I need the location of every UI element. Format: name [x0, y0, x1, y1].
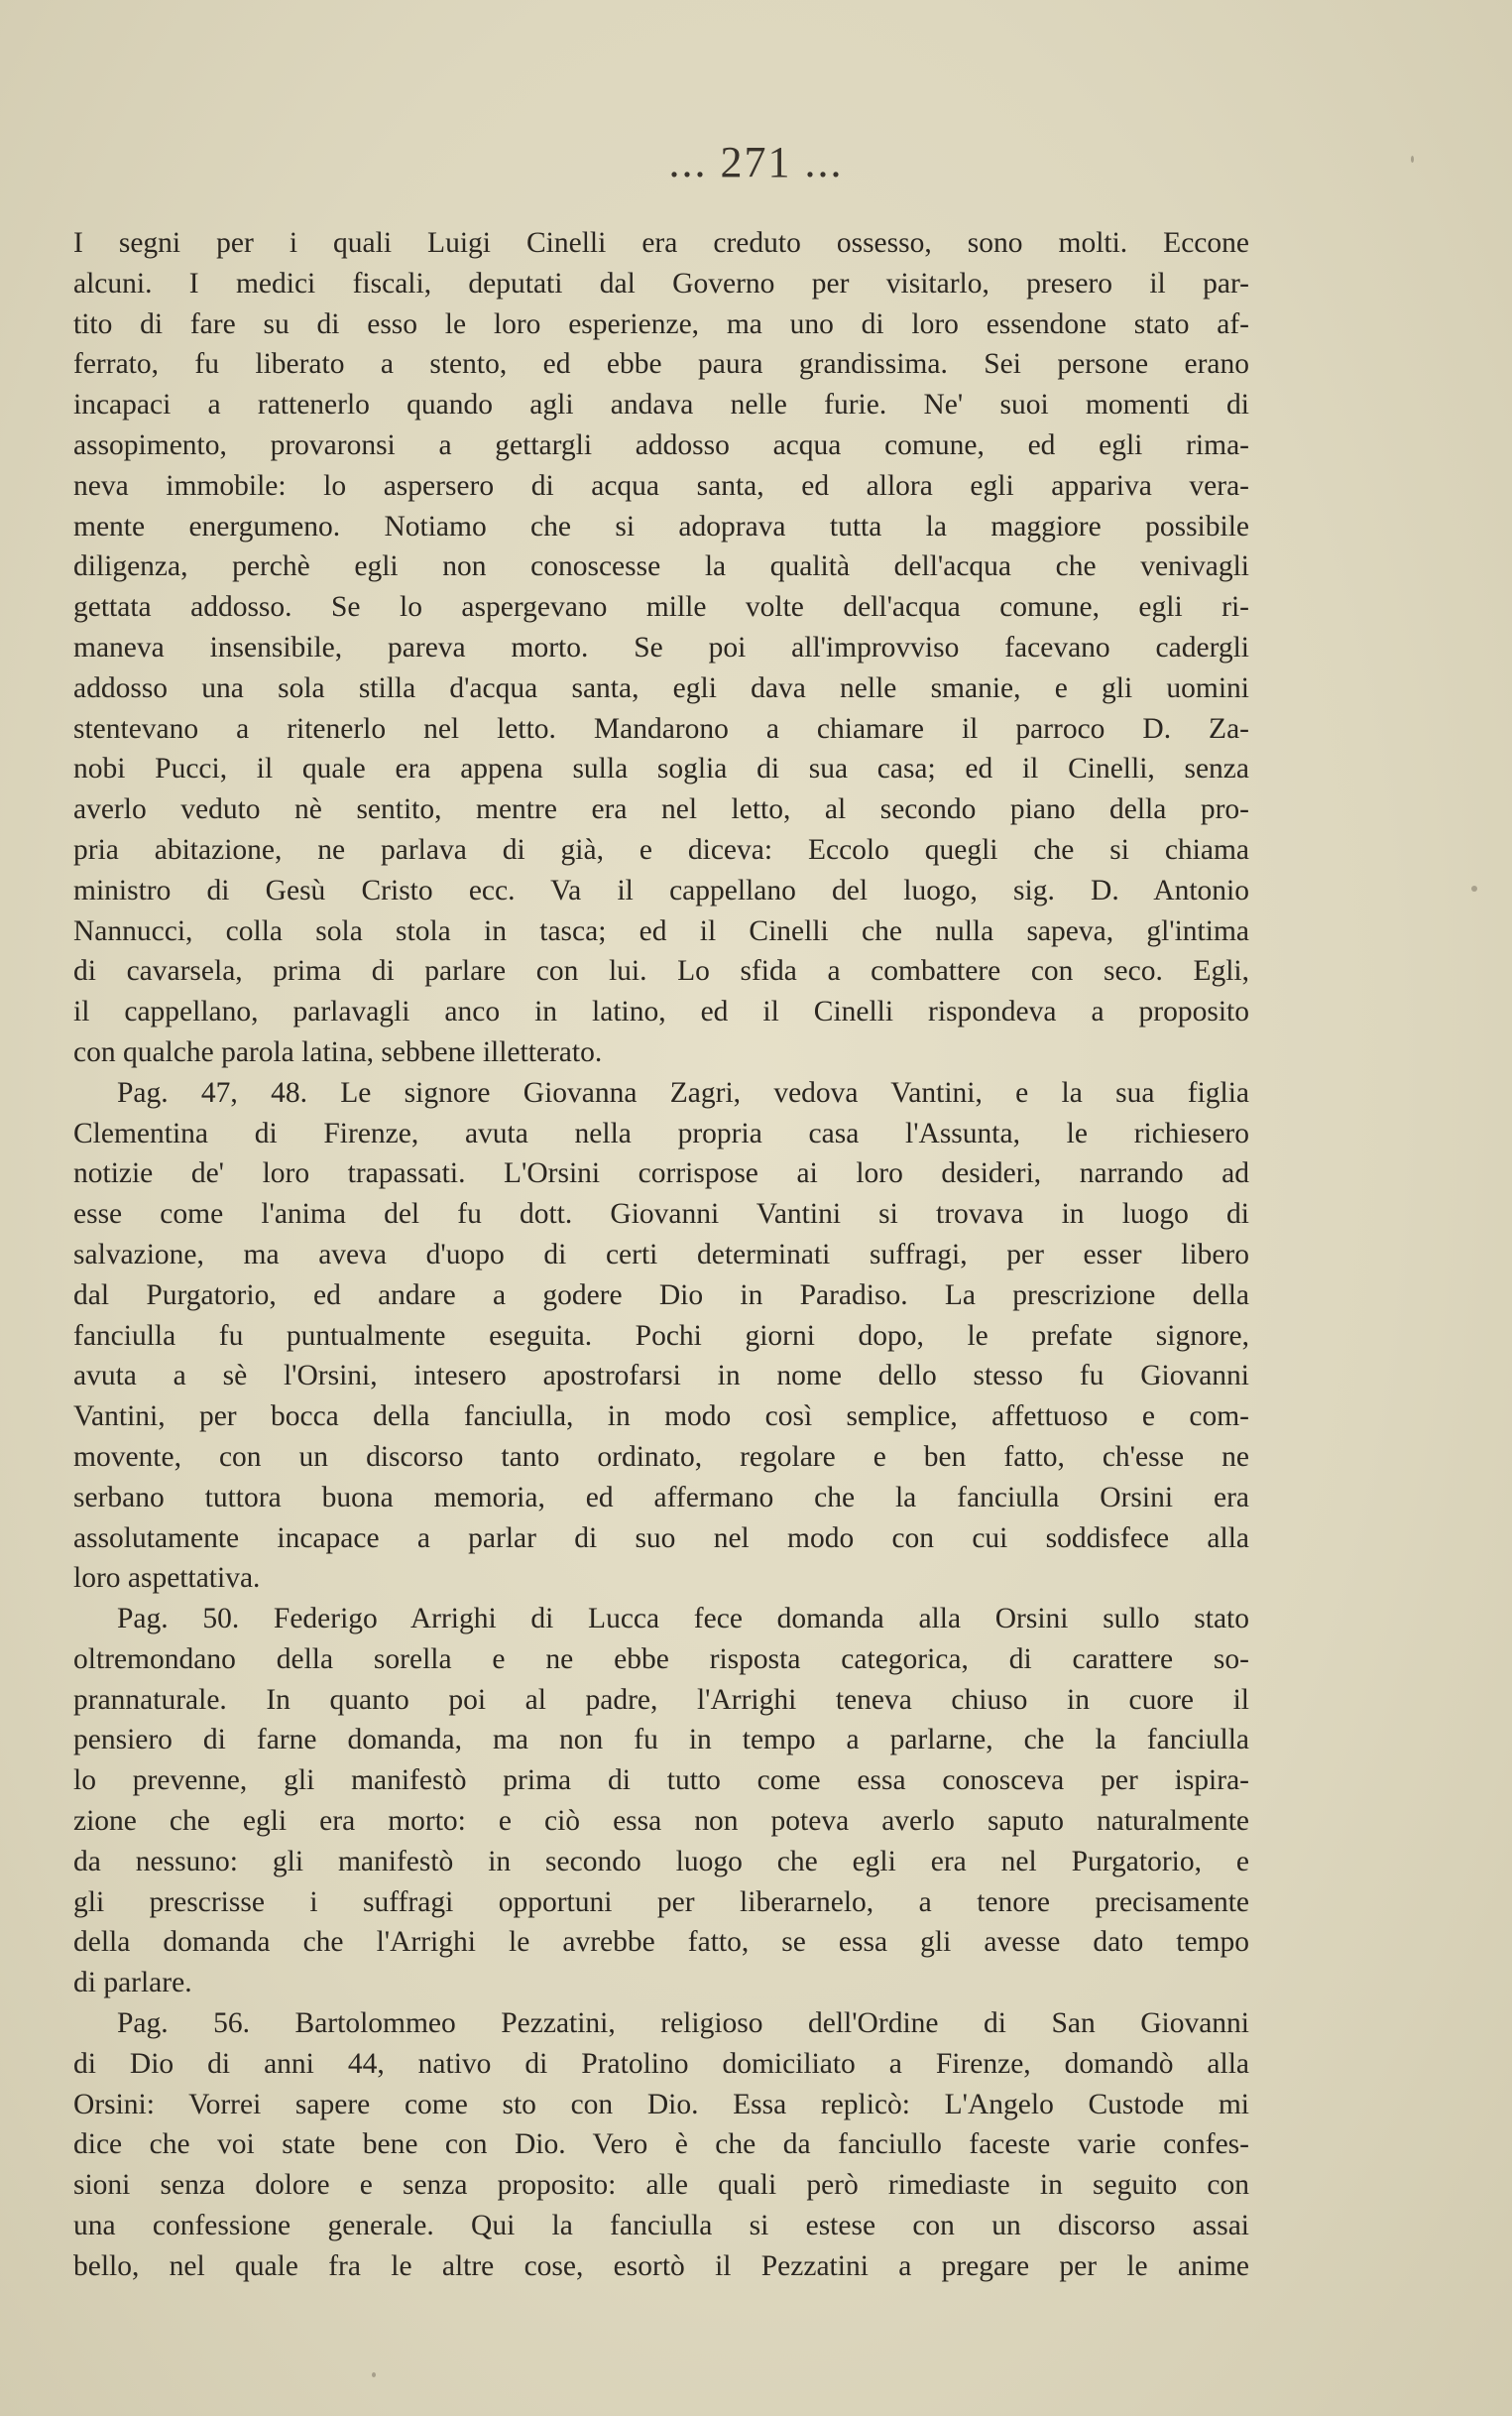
- text-line: oltremondano della sorella e ne ebbe risposta categorica, di carattere so-: [73, 1642, 1249, 1675]
- text-line: dice che voi state bene con Dio. Vero è che da fanciullo faceste varie confes-: [73, 2128, 1249, 2161]
- text-line: avuta a sè l'Orsini, intesero apostrofarsi in nome dello stesso fu Giovanni: [73, 1360, 1249, 1392]
- text-line: neva immobile: lo aspersero di acqua santa, ed allora egli appariva vera-: [73, 469, 1249, 502]
- text-line: tito di fare su di esso le loro esperienze, ma uno di loro essendone stato af-: [73, 307, 1249, 340]
- paragraph-arrighi: [73, 1599, 1249, 2003]
- paper-speck: [372, 2372, 376, 2377]
- text-line: esse come l'anima del fu dott. Giovanni Vantini si trovava in luogo di: [73, 1198, 1249, 1231]
- text-line: gli prescrisse i suffragi opportuni per liberarnelo, a tenore precisamente: [73, 1885, 1249, 1918]
- text-line: il cappellano, parlavagli anco in latino, ed il Cinelli rispondeva a proposito: [73, 996, 1249, 1028]
- text-line: gettata addosso. Se lo aspergevano mille volte dell'acqua comune, egli ri-: [73, 591, 1249, 624]
- text-line: di cavarsela, prima di parlare con lui. Lo sfida a combattere con seco. Egli,: [73, 955, 1249, 988]
- text-line: pria abitazione, ne parlava di già, e diceva: Eccolo quegli che si chiama: [73, 833, 1249, 866]
- text-line: I segni per i quali Luigi Cinelli era creduto ossesso, sono molti. Eccone: [73, 227, 1249, 259]
- text-line: incapaci a rattenerlo quando agli andava nelle furie. Ne' suoi momenti di: [73, 389, 1249, 422]
- paper-speck: [1471, 886, 1477, 892]
- text-line: ferrato, fu liberato a stento, ed ebbe paura grandissima. Sei persone erano: [73, 348, 1249, 381]
- text-line: Pag. 47, 48. Le signore Giovanna Zagri, vedova Vantini, e la sua figlia: [117, 1076, 1249, 1109]
- text-line: nobi Pucci, il quale era appena sulla soglia di sua casa; ed il Cinelli, senza: [73, 753, 1249, 785]
- text-line: notizie de' loro trapassati. L'Orsini corrispose ai loro desideri, narrando ad: [73, 1157, 1249, 1190]
- text-line: diligenza, perchè egli non conoscesse la qualità dell'acqua che venivagli: [73, 550, 1249, 583]
- page-number: ... 271 ...: [668, 138, 844, 186]
- text-line: zione che egli era morto: e ciò essa non poteva averlo saputo naturalmente: [73, 1805, 1249, 1838]
- text-line: mente energumeno. Notiamo che si adoprava tutta la maggiore possibile: [73, 510, 1249, 543]
- text-line: della domanda che l'Arrighi le avrebbe fatto, se essa gli avesse dato tempo: [73, 1926, 1249, 1959]
- text-line: maneva insensibile, pareva morto. Se poi all'improvviso facevano cadergli: [73, 631, 1249, 664]
- text-line: pensiero di farne domanda, ma non fu in tempo a parlarne, che la fanciulla: [73, 1724, 1249, 1756]
- text-line: lo prevenne, gli manifestò prima di tutto come essa conosceva per ispira-: [73, 1764, 1249, 1797]
- text-line: Pag. 50. Federigo Arrighi di Lucca fece domanda alla Orsini sullo stato: [117, 1603, 1249, 1635]
- paragraph-pezzatini: [73, 2003, 1249, 2287]
- text-line: addosso una sola stilla d'acqua santa, egli dava nelle smanie, e gli uomini: [73, 671, 1249, 704]
- text-line: Nannucci, colla sola stola in tasca; ed il Cinelli che nulla sapeva, gl'intima: [73, 914, 1249, 947]
- text-line: prannaturale. In quanto poi al padre, l'Arrighi teneva chiuso in cuore il: [73, 1683, 1249, 1716]
- text-line: salvazione, ma aveva d'uopo di certi determinati suffragi, per esser libero: [73, 1238, 1249, 1270]
- text-line: movente, con un discorso tanto ordinato, regolare e ben fatto, ch'esse ne: [73, 1440, 1249, 1473]
- paragraph-vantini: [73, 1073, 1249, 1599]
- text-line: stentevano a ritenerlo nel letto. Mandarono a chiamare il parroco D. Za-: [73, 712, 1249, 745]
- text-line: con qualche parola latina, sebbene illetterato.: [73, 1035, 603, 1068]
- text-line: loro aspettativa.: [73, 1562, 261, 1595]
- text-line: una confessione generale. Qui la fanciulla si estese con un discorso assai: [73, 2210, 1249, 2242]
- text-line: di parlare.: [73, 1967, 192, 1999]
- text-line: dal Purgatorio, ed andare a godere Dio in Paradiso. La prescrizione della: [73, 1278, 1249, 1311]
- text-line: ministro di Gesù Cristo ecc. Va il cappellano del luogo, sig. D. Antonio: [73, 874, 1249, 906]
- text-line: da nessuno: gli manifestò in secondo luogo che egli era nel Purgatorio, e: [73, 1845, 1249, 1877]
- text-line: bello, nel quale fra le altre cose, esortò il Pezzatini a pregare per le anime: [73, 2249, 1249, 2282]
- paper-speck: [1411, 156, 1414, 163]
- text-line: averlo veduto nè sentito, mentre era nel letto, al secondo piano della pro-: [73, 793, 1249, 826]
- text-line: assolutamente incapace a parlar di suo nel modo con cui soddisfece alla: [73, 1521, 1249, 1554]
- text-line: Vantini, per bocca della fanciulla, in modo così semplice, affettuoso e com-: [73, 1400, 1249, 1433]
- body-text: [73, 223, 1249, 2287]
- text-line: Orsini: Vorrei sapere come sto con Dio. Essa replicò: L'Angelo Custode mi: [73, 2088, 1249, 2120]
- paragraph-cinelli: [73, 223, 1249, 1073]
- text-line: sioni senza dolore e senza proposito: alle quali però rimediaste in seguito con: [73, 2169, 1249, 2202]
- text-line: assopimento, provaronsi a gettargli addosso acqua comune, ed egli rima-: [73, 428, 1249, 461]
- text-line: alcuni. I medici fiscali, deputati dal Governo per visitarlo, presero il par-: [73, 267, 1249, 300]
- text-line: Clementina di Firenze, avuta nella propria casa l'Assunta, le richiesero: [73, 1117, 1249, 1149]
- text-line: di Dio di anni 44, nativo di Pratolino domiciliato a Firenze, domandò alla: [73, 2047, 1249, 2080]
- text-line: serbano tuttora buona memoria, ed affermano che la fanciulla Orsini era: [73, 1481, 1249, 1513]
- text-line: Pag. 56. Bartolommeo Pezzatini, religioso dell'Ordine di San Giovanni: [117, 2007, 1249, 2040]
- text-line: fanciulla fu puntualmente eseguita. Pochi giorni dopo, le prefate signore,: [73, 1319, 1249, 1352]
